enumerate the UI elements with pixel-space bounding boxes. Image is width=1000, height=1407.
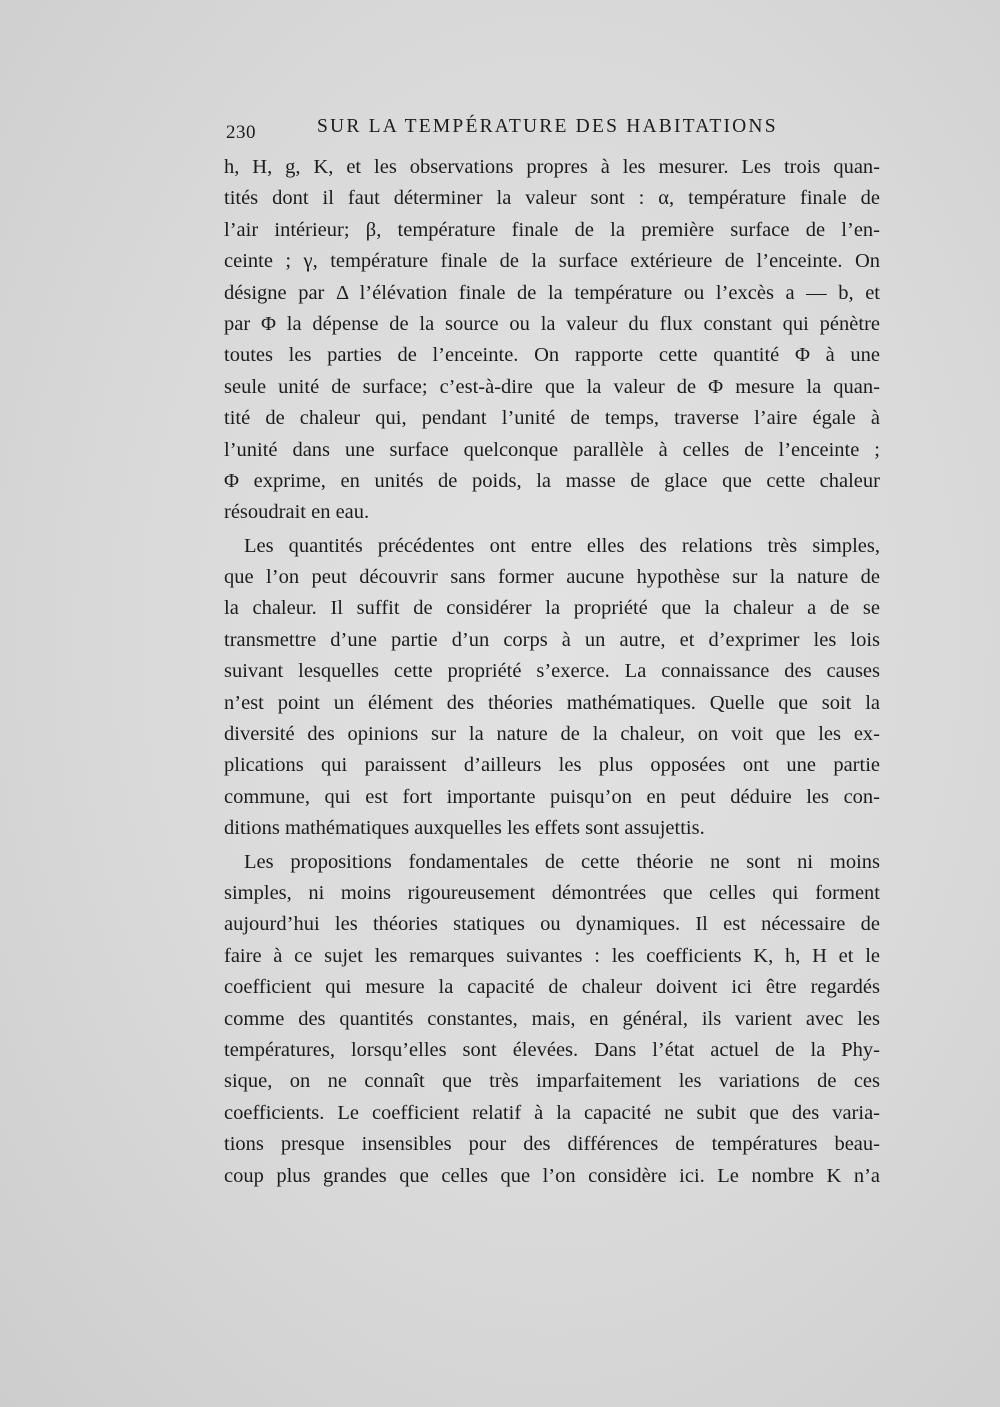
page-number: 230 bbox=[226, 122, 256, 143]
text-line: diversité des opinions sur la nature de la chaleur, on voit que les ex- bbox=[224, 723, 880, 746]
text-line: coefficients. Le coefficient relatif à la capacité ne subit que des varia- bbox=[224, 1101, 880, 1124]
text-line: Les propositions fondamentales de cette théorie ne sont ni moins bbox=[244, 850, 880, 873]
text-line: simples, ni moins rigoureusement démontrées que celles qui forment bbox=[224, 881, 880, 904]
text-line: transmettre d’une partie d’un corps à un autre, et d’exprimer les lois bbox=[224, 628, 880, 651]
text-line: tions presque insensibles pour des différences de températures beau- bbox=[224, 1133, 880, 1156]
text-line: la chaleur. Il suffit de considérer la propriété que la chaleur a de se bbox=[224, 597, 880, 620]
page-header bbox=[226, 114, 880, 144]
text-line: l’unité dans une surface quelconque parallèle à celles de l’enceinte ; bbox=[224, 438, 880, 461]
text-line: tités dont il faut déterminer la valeur sont : α, température finale de bbox=[224, 187, 880, 210]
text-line: coup plus grandes que celles que l’on considère ici. Le nombre K n’a bbox=[224, 1164, 880, 1187]
text-line: par Φ la dépense de la source ou la valeur du flux constant qui pénètre bbox=[224, 312, 880, 335]
text-line: températures, lorsqu’elles sont élevées. Dans l’état actuel de la Phy- bbox=[224, 1038, 880, 1061]
text-line: tité de chaleur qui, pendant l’unité de temps, traverse l’aire égale à bbox=[224, 407, 880, 430]
text-line: h, H, g, K, et les observations propres à les mesurer. Les trois quan- bbox=[224, 156, 880, 178]
text-line: sique, on ne connaît que très imparfaitement les variations de ces bbox=[224, 1070, 880, 1093]
text-line: commune, qui est fort importante puisqu’on en peut déduire les con- bbox=[224, 785, 880, 808]
text-line: aujourd’hui les théories statiques ou dynamiques. Il est nécessaire de bbox=[224, 913, 880, 936]
text-line: faire à ce sujet les remarques suivantes : les coefficients K, h, H et le bbox=[224, 944, 880, 967]
text-line: ditions mathématiques auxquelles les effets sont assujettis. bbox=[224, 817, 705, 840]
text-line: comme des quantités constantes, mais, en général, ils varient avec les bbox=[224, 1007, 880, 1030]
text-line: ceinte ; γ, température finale de la surface extérieure de l’enceinte. On bbox=[224, 250, 880, 273]
text-line: désigne par Δ l’élévation finale de la température ou l’excès a — b, et bbox=[224, 281, 880, 304]
text-line: seule unité de surface; c’est-à-dire que la valeur de Φ mesure la quan- bbox=[224, 375, 880, 398]
body-text bbox=[224, 152, 880, 1192]
text-line: résoudrait en eau. bbox=[224, 501, 370, 524]
text-line: Les quantités précédentes ont entre elles des relations très simples, bbox=[244, 534, 880, 557]
text-line: coefficient qui mesure la capacité de chaleur doivent ici être regardés bbox=[224, 976, 880, 999]
text-line: l’air intérieur; β, température finale de la première surface de l’en- bbox=[224, 218, 880, 241]
text-line: Φ exprime, en unités de poids, la masse de glace que cette chaleur bbox=[224, 469, 880, 492]
text-line: suivant lesquelles cette propriété s’exerce. La connaissance des causes bbox=[224, 660, 880, 683]
text-line: que l’on peut découvrir sans former aucune hypothèse sur la nature de bbox=[224, 566, 880, 589]
running-title: SUR LA TEMPÉRATURE DES HABITATIONS bbox=[317, 116, 778, 137]
text-line: n’est point un élément des théories mathématiques. Quelle que soit la bbox=[224, 691, 880, 714]
text-line: plications qui paraissent d’ailleurs les plus opposées ont une partie bbox=[224, 754, 880, 777]
text-line: toutes les parties de l’enceinte. On rapporte cette quantité Φ à une bbox=[224, 344, 880, 367]
